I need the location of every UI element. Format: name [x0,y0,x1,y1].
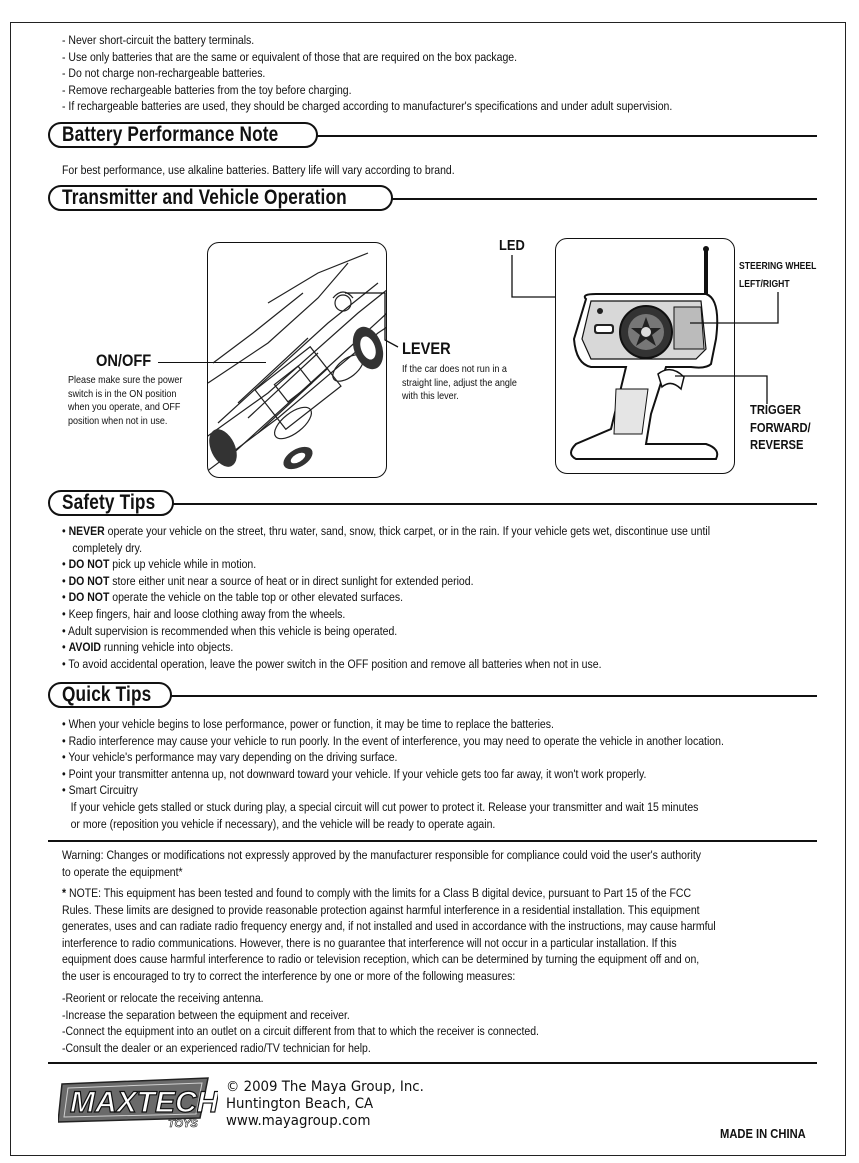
transmitter-image [555,238,735,474]
list-item: • Adult supervision is recommended when this vehicle is being operated. [62,623,398,638]
desc-line: with this lever. [402,390,459,402]
onoff-title: ON/OFF [96,351,152,370]
section-heading-text: Battery Performance Note [62,123,279,146]
list-item: • When your vehicle begins to lose performance, power or function, it may be time to replace the batteries. [62,717,554,731]
battery-warnings [62,32,672,115]
warning-line: - If rechargeable batteries are used, they should be charged according to manufacturer's specifications and under adult supervision. [62,99,673,114]
list-item-continuation: completely dry. [72,540,143,555]
led-label: LED [499,237,525,254]
desc-line: when you operate, and OFF [68,401,181,413]
transmitter-drawing [556,239,735,474]
safety-list [62,523,710,672]
heading-rule [391,198,817,200]
text-line: -Connect the equipment into an outlet on a circuit different from that to which the receiver is connected. [62,1024,539,1039]
list-item: • DO NOT store either unit near a source of heat or in direct sunlight for extended period. [62,573,474,588]
lever-title: LEVER [402,339,451,358]
maxtech-logo [58,1074,218,1130]
divider [48,1062,817,1064]
list-item-continuation: If your vehicle gets stalled or stuck during play, a special circuit will cut power to protect it. Release your transmitter and wait 15 minutes [70,799,699,814]
section-heading-text: Quick Tips [62,683,152,706]
list-item: • DO NOT operate the vehicle on the table top or other elevated surfaces. [62,590,404,605]
list-item: • Point your transmitter antenna up, not downward toward your vehicle. If your vehicle gets too far away, it won't work properly. [62,766,647,781]
text-line: to operate the equipment* [62,864,183,879]
section-heading [48,490,174,516]
warning-line: - Never short-circuit the battery terminals. [62,33,255,47]
heading-rule [172,503,817,505]
asterisk: * [62,886,67,900]
section-heading [48,682,172,708]
text-line: -Consult the dealer or an experienced radio/TV technician for help. [62,1040,371,1055]
label-line: REVERSE [750,437,804,452]
label-line: TRIGGER [750,402,801,417]
lever-leader-line [330,285,410,355]
list-item-continuation: or more (reposition you vehicle if necessary), and the vehicle will be ready to operate again. [70,816,496,831]
operation-heading-row [48,185,817,213]
fcc-measures [62,990,539,1056]
company-info [226,1079,424,1130]
logo-mark [58,1074,218,1130]
desc-line: position when not in use. [68,414,168,427]
quick-list [62,716,724,832]
made-in-label: MADE IN CHINA [720,1126,806,1141]
desc-line: If the car does not run in a [402,363,507,375]
list-item: • Keep fingers, hair and loose clothing away from the wheels. [62,606,346,621]
logo-sub: TOYS [168,1118,198,1130]
warning-line: - Use only batteries that are the same or equivalent of those that are required on the box package. [62,49,518,64]
heading-rule [316,135,817,137]
steering-leader-line [690,290,790,330]
text-line: -Reorient or relocate the receiving antenna. [62,991,264,1005]
section-heading-text: Transmitter and Vehicle Operation [62,186,347,209]
list-item: • DO NOT pick up vehicle while in motion. [62,557,257,572]
onoff-description [68,374,182,428]
trigger-label [750,401,811,454]
desc-line: Please make sure the power [68,374,183,386]
list-item: • Your vehicle's performance may vary depending on the driving surface. [62,750,398,765]
city: Huntington Beach, CA [226,1096,374,1112]
section-heading [48,185,393,211]
logo-text: MAXTECH [70,1086,218,1119]
warning-line: - Do not charge non-rechargeable batteries. [62,66,266,81]
section-heading [48,122,318,148]
quick-heading-row [48,682,817,710]
fcc-warning [62,847,701,880]
text-line: generates, uses and can radiate radio frequency energy and, if not installed and used in accordance with the instructions, may cause harmful [62,919,716,934]
warning-line: - Remove rechargeable batteries from the toy before charging. [62,82,352,97]
car-chassis-drawing [208,243,387,478]
text-line: * NOTE: This equipment has been tested and found to comply with the limits for a Class B digital device, pursuant to Part 15 of the FCC [62,886,692,900]
list-item: • NEVER operate your vehicle on the street, thru water, sand, snow, thick carpet, or in the rain. If your vehicle gets wet, discontinue use until [62,524,711,538]
list-item: • Radio interference may cause your vehicle to run poorly. In the event of interference, you may need to operate the vehicle in another location. [62,733,724,748]
copyright: © 2009 The Maya Group, Inc. [226,1079,424,1095]
label-line: FORWARD/ [750,419,811,435]
section-heading-text: Safety Tips [62,491,156,514]
text-line: interference to radio communications. However, there is no guarantee that interference will not occur in a particular installation. If this [62,935,677,950]
performance-heading-row [48,122,817,150]
lever-description [402,363,517,404]
list-item: • AVOID running vehicle into objects. [62,640,234,655]
text-line: Rules. These limits are designed to provide reasonable protection against harmful interference in a residential installation. This equipment [62,902,700,917]
text-line: -Increase the separation between the equipment and receiver. [62,1007,350,1022]
divider [48,840,817,842]
list-item: • Smart Circuitry [62,783,138,798]
text-line: the user is encouraged to try to correct the interference by one or more of the following measures: [62,968,516,983]
text-line: Warning: Changes or modifications not expressly approved by the manufacturer responsible for compliance could void the user's authority [62,848,701,862]
heading-rule [170,695,817,697]
website-link[interactable]: www.mayagroup.com [226,1113,371,1129]
text-line: equipment does cause harmful interference to radio or television reception, which can be determined by turning the equipment off and on, [62,952,700,967]
list-item: • To avoid accidental operation, leave the power switch in the OFF position and remove all batteries when not in use. [62,656,602,671]
steering-label [739,258,816,294]
label-line: STEERING WHEEL [739,261,817,272]
label-line: LEFT/RIGHT [739,279,790,290]
desc-line: switch is in the ON position [68,387,177,400]
fcc-note [62,885,716,985]
onoff-leader-line [158,362,266,363]
performance-text: For best performance, use alkaline batteries. Battery life will vary according to brand. [62,163,455,177]
safety-heading-row [48,490,817,518]
car-chassis-image [207,242,387,478]
desc-line: straight line, adjust the angle [402,376,517,389]
